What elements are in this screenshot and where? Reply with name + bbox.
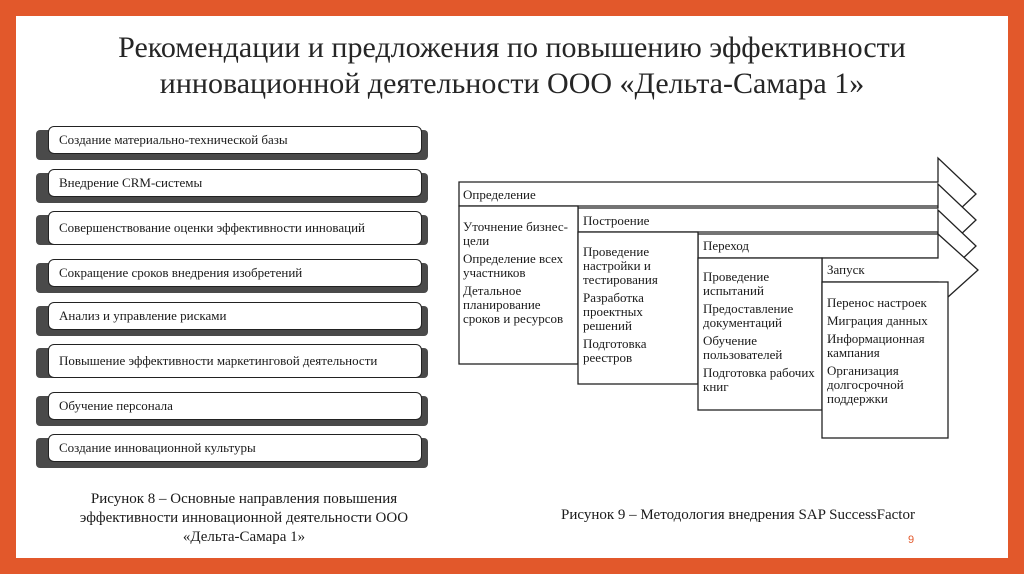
stage-task-list: [703, 270, 819, 398]
stage-task-list: [827, 296, 945, 410]
stage-task: Проведение настройки и тестирования: [583, 244, 658, 287]
stage-task: Детальное планирование сроков и ресурсов: [463, 283, 564, 326]
direction-label: Сокращение сроков внедрения изобретений: [48, 259, 422, 287]
stage-label-transition: Переход: [703, 238, 750, 253]
direction-label: Обучение персонала: [48, 392, 422, 420]
slide-title: Рекомендации и предложения по повышению эффективности инновационной деятельности ООО «Дельта-Самара 1»: [118, 31, 906, 100]
stage-task: Организация долгосрочной поддержки: [827, 363, 904, 406]
stage-task: Информационная кампания: [827, 331, 925, 360]
page-number: 9: [908, 534, 915, 546]
direction-label: Создание материально-технической базы: [48, 126, 422, 154]
stage-task: Уточнение бизнес-цели: [463, 219, 568, 248]
stage-task: Подготовка рабочих книг: [703, 365, 815, 394]
stage-task: Миграция данных: [827, 313, 928, 328]
stage-task: Проведение испытаний: [703, 269, 770, 298]
stage-task-list: [583, 245, 695, 369]
stage-label-build: Построение: [583, 213, 650, 228]
direction-label: Анализ и управление рисками: [48, 302, 422, 330]
direction-label: Повышение эффективности маркетинговой деятельности: [48, 344, 422, 378]
stage-label-definition: Определение: [463, 187, 536, 202]
stage-task: Перенос настроек: [827, 295, 927, 310]
direction-label: Совершенствование оценки эффективности инноваций: [48, 211, 422, 245]
figure-8-caption: Рисунок 8 – Основные направления повышения эффективности инновационной деятельности ООО «Дельта-Самара 1»: [79, 491, 409, 545]
stage-task: Обучение пользователей: [703, 333, 783, 362]
stage-task: Предоставление документаций: [703, 301, 794, 330]
figure-9-caption: Рисунок 9 – Методология внедрения SAP SuccessFactor: [561, 507, 915, 523]
direction-label: Внедрение CRM-системы: [48, 169, 422, 197]
stage-task: Подготовка реестров: [583, 336, 647, 365]
direction-label: Создание инновационной культуры: [48, 434, 422, 462]
stage-label-launch: Запуск: [827, 262, 865, 277]
stage-task-list: [463, 220, 575, 330]
stage-task: Определение всех участников: [463, 251, 564, 280]
slide: [16, 16, 1008, 558]
stage-task: Разработка проектных решений: [583, 290, 644, 333]
